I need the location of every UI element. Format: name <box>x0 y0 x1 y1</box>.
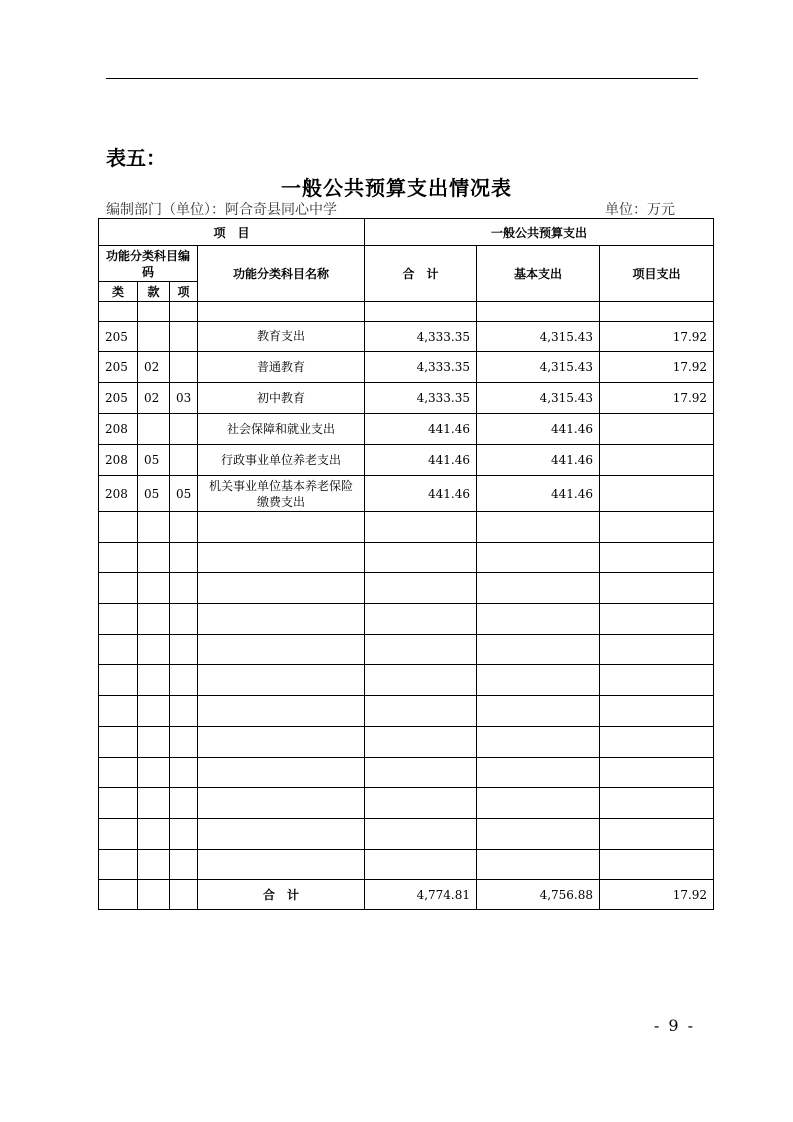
header-func-name: 功能分类科目名称 <box>198 246 365 302</box>
totals-label: 合 计 <box>198 880 365 910</box>
row-project <box>600 476 714 512</box>
row-class: 205 <box>99 383 138 414</box>
totals-total: 4,774.81 <box>365 880 477 910</box>
row-class: 208 <box>99 476 138 512</box>
header-entry: 项 <box>170 282 198 302</box>
row-section <box>138 414 170 445</box>
row-basic: 441.46 <box>477 445 600 476</box>
row-basic: 441.46 <box>477 476 600 512</box>
header-budget: 一般公共预算支出 <box>365 219 714 246</box>
row-total: 4,333.35 <box>365 352 477 383</box>
budget-table <box>98 218 714 910</box>
empty-row <box>99 542 714 573</box>
header-rule <box>106 78 698 79</box>
row-entry: 03 <box>170 383 198 414</box>
header-section: 款 <box>138 282 170 302</box>
row-basic: 4,315.43 <box>477 352 600 383</box>
row-total: 441.46 <box>365 414 477 445</box>
page-title: 一般公共预算支出情况表 <box>281 176 512 200</box>
empty-row <box>99 512 714 543</box>
row-project <box>600 445 714 476</box>
header-basic: 基本支出 <box>477 246 600 302</box>
row-entry <box>170 445 198 476</box>
row-class: 208 <box>99 414 138 445</box>
row-class: 205 <box>99 352 138 383</box>
header-total: 合 计 <box>365 246 477 302</box>
empty-row <box>99 696 714 727</box>
row-entry <box>170 414 198 445</box>
empty-row <box>99 604 714 635</box>
row-project: 17.92 <box>600 352 714 383</box>
table-row <box>99 352 714 383</box>
table-row <box>99 322 714 352</box>
row-project: 17.92 <box>600 383 714 414</box>
totals-row <box>99 880 714 910</box>
row-project: 17.92 <box>600 322 714 352</box>
row-name: 机关事业单位基本养老保险缴费支出 <box>198 476 365 512</box>
row-class: 205 <box>99 322 138 352</box>
empty-row <box>99 573 714 604</box>
row-total: 4,333.35 <box>365 322 477 352</box>
row-entry: 05 <box>170 476 198 512</box>
row-section: 05 <box>138 476 170 512</box>
table-row <box>99 383 714 414</box>
row-section <box>138 322 170 352</box>
empty-row <box>99 849 714 880</box>
row-name: 教育支出 <box>198 322 365 352</box>
row-basic: 4,315.43 <box>477 383 600 414</box>
row-name: 行政事业单位养老支出 <box>198 445 365 476</box>
row-total: 4,333.35 <box>365 383 477 414</box>
empty-row <box>99 757 714 788</box>
table-row <box>99 476 714 512</box>
empty-row <box>99 634 714 665</box>
row-basic: 4,315.43 <box>477 322 600 352</box>
unit-label: 单位：万元 <box>605 202 675 218</box>
row-section: 02 <box>138 383 170 414</box>
row-section: 05 <box>138 445 170 476</box>
empty-row <box>99 665 714 696</box>
totals-basic: 4,756.88 <box>477 880 600 910</box>
row-name: 初中教育 <box>198 383 365 414</box>
row-entry <box>170 352 198 383</box>
row-name: 普通教育 <box>198 352 365 383</box>
row-total: 441.46 <box>365 445 477 476</box>
row-name: 社会保障和就业支出 <box>198 414 365 445</box>
table-label: 表五： <box>106 146 166 170</box>
row-project <box>600 414 714 445</box>
page-number: - 9 - <box>653 1016 695 1035</box>
header-func-code: 功能分类科目编码 <box>99 246 198 282</box>
empty-row <box>99 788 714 819</box>
row-class: 208 <box>99 445 138 476</box>
header-project: 项目支出 <box>600 246 714 302</box>
empty-row <box>99 726 714 757</box>
row-basic: 441.46 <box>477 414 600 445</box>
header-item: 项 目 <box>99 219 365 246</box>
totals-project: 17.92 <box>600 880 714 910</box>
table-row <box>99 414 714 445</box>
row-entry <box>170 322 198 352</box>
empty-row <box>99 818 714 849</box>
row-section: 02 <box>138 352 170 383</box>
row-total: 441.46 <box>365 476 477 512</box>
department-label: 编制部门（单位）：阿合奇县同心中学 <box>106 202 337 218</box>
table-row <box>99 445 714 476</box>
header-class: 类 <box>99 282 138 302</box>
